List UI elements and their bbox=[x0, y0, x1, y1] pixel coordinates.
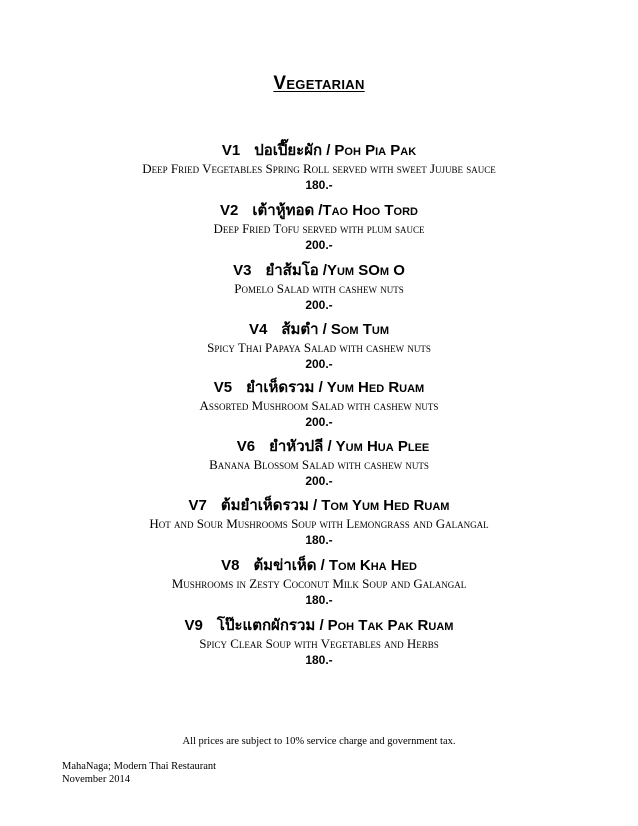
menu-item-v2 bbox=[0, 201, 638, 253]
menu-item-v4 bbox=[0, 320, 638, 372]
item-heading bbox=[0, 378, 638, 398]
item-thai-name: ยำส้มโอ bbox=[265, 262, 319, 279]
restaurant-name: MahaNaga; Modern Thai Restaurant bbox=[62, 761, 217, 772]
item-thai-name: ต้มยำเห็ดรวม / bbox=[220, 497, 318, 514]
item-heading bbox=[0, 616, 638, 636]
item-price: 180.- bbox=[305, 533, 333, 547]
item-price: 200.- bbox=[305, 238, 333, 252]
item-thai-name: ยำหัวปลี / bbox=[269, 438, 332, 455]
item-thai-name: ยำเห็ดรวม / bbox=[246, 379, 323, 396]
menu-date: November 2014 bbox=[62, 774, 130, 785]
item-code: V5 bbox=[213, 379, 233, 396]
item-description: Assorted Mushroom Salad with cashew nuts bbox=[199, 398, 439, 413]
price-footnote: All prices are subject to 10% service charge and government tax. bbox=[182, 736, 456, 747]
item-description: Pomelo Salad with cashew nuts bbox=[234, 281, 404, 296]
item-heading bbox=[0, 320, 638, 340]
item-description: Hot and Sour Mushrooms Soup with Lemongrass and Galangal bbox=[149, 516, 489, 531]
item-roman-name: /Tao Hoo Tord bbox=[318, 202, 418, 219]
menu-item-v7 bbox=[0, 496, 638, 548]
item-code: V9 bbox=[184, 617, 203, 634]
item-heading bbox=[0, 437, 638, 457]
item-code: V7 bbox=[188, 497, 207, 514]
item-price: 200.- bbox=[305, 298, 333, 312]
item-thai-name: ปอเปี๊ยะผัก / bbox=[254, 142, 331, 159]
menu-item-v5 bbox=[0, 378, 638, 430]
item-code: V3 bbox=[233, 262, 252, 279]
item-code: V6 bbox=[236, 438, 256, 455]
item-code: V8 bbox=[221, 557, 240, 574]
item-price: 200.- bbox=[305, 415, 333, 429]
item-thai-name: โป๊ะแตกผักรวม / bbox=[216, 617, 324, 634]
item-heading bbox=[0, 496, 638, 516]
item-heading bbox=[0, 201, 638, 221]
item-price: 200.- bbox=[305, 474, 333, 488]
item-thai-name: เต้าหู้ทอด bbox=[252, 202, 315, 219]
item-heading bbox=[0, 261, 638, 281]
item-roman-name: Som Tum bbox=[330, 321, 390, 338]
menu-item-v3 bbox=[0, 261, 638, 313]
menu-item-v6 bbox=[0, 437, 638, 489]
item-description: Mushrooms in Zesty Coconut Milk Soup and Galangal bbox=[171, 576, 467, 591]
item-thai-name: ต้มข่าเห็ด / bbox=[253, 557, 325, 574]
item-code: V1 bbox=[221, 142, 241, 159]
item-thai-name: ส้มตำ / bbox=[281, 321, 327, 338]
item-price: 180.- bbox=[305, 593, 333, 607]
menu-item-v8 bbox=[0, 556, 638, 608]
item-roman-name: Poh Tak Pak Ruam bbox=[327, 617, 454, 634]
item-roman-name: Tom Yum Hed Ruam bbox=[321, 497, 450, 514]
menu-item-v1 bbox=[0, 141, 638, 193]
item-code: V4 bbox=[248, 321, 268, 338]
item-roman-name: Yum Hed Ruam bbox=[326, 379, 425, 396]
item-heading bbox=[0, 556, 638, 576]
item-description: Spicy Thai Papaya Salad with cashew nuts bbox=[207, 340, 431, 355]
menu-item-v9 bbox=[0, 616, 638, 668]
item-description: Banana Blossom Salad with cashew nuts bbox=[209, 457, 429, 472]
item-description: Spicy Clear Soup with Vegetables and Herbs bbox=[199, 636, 439, 651]
item-code: V2 bbox=[220, 202, 239, 219]
item-roman-name: Tom Kha Hed bbox=[328, 557, 417, 574]
item-roman-name: Yum Hua Plee bbox=[335, 438, 430, 455]
item-description: Deep Fried Vegetables Spring Roll served with sweet Jujube sauce bbox=[142, 161, 496, 176]
item-roman-name: Poh Pia Pak bbox=[334, 142, 417, 159]
item-description: Deep Fried Tofu served with plum sauce bbox=[213, 221, 425, 236]
page-title: Vegetarian bbox=[273, 73, 365, 94]
item-price: 180.- bbox=[305, 178, 333, 192]
item-price: 200.- bbox=[305, 357, 333, 371]
item-roman-name: /Yum SOm O bbox=[322, 262, 405, 279]
item-heading bbox=[0, 141, 638, 161]
restaurant-info bbox=[62, 760, 216, 786]
item-price: 180.- bbox=[305, 653, 333, 667]
